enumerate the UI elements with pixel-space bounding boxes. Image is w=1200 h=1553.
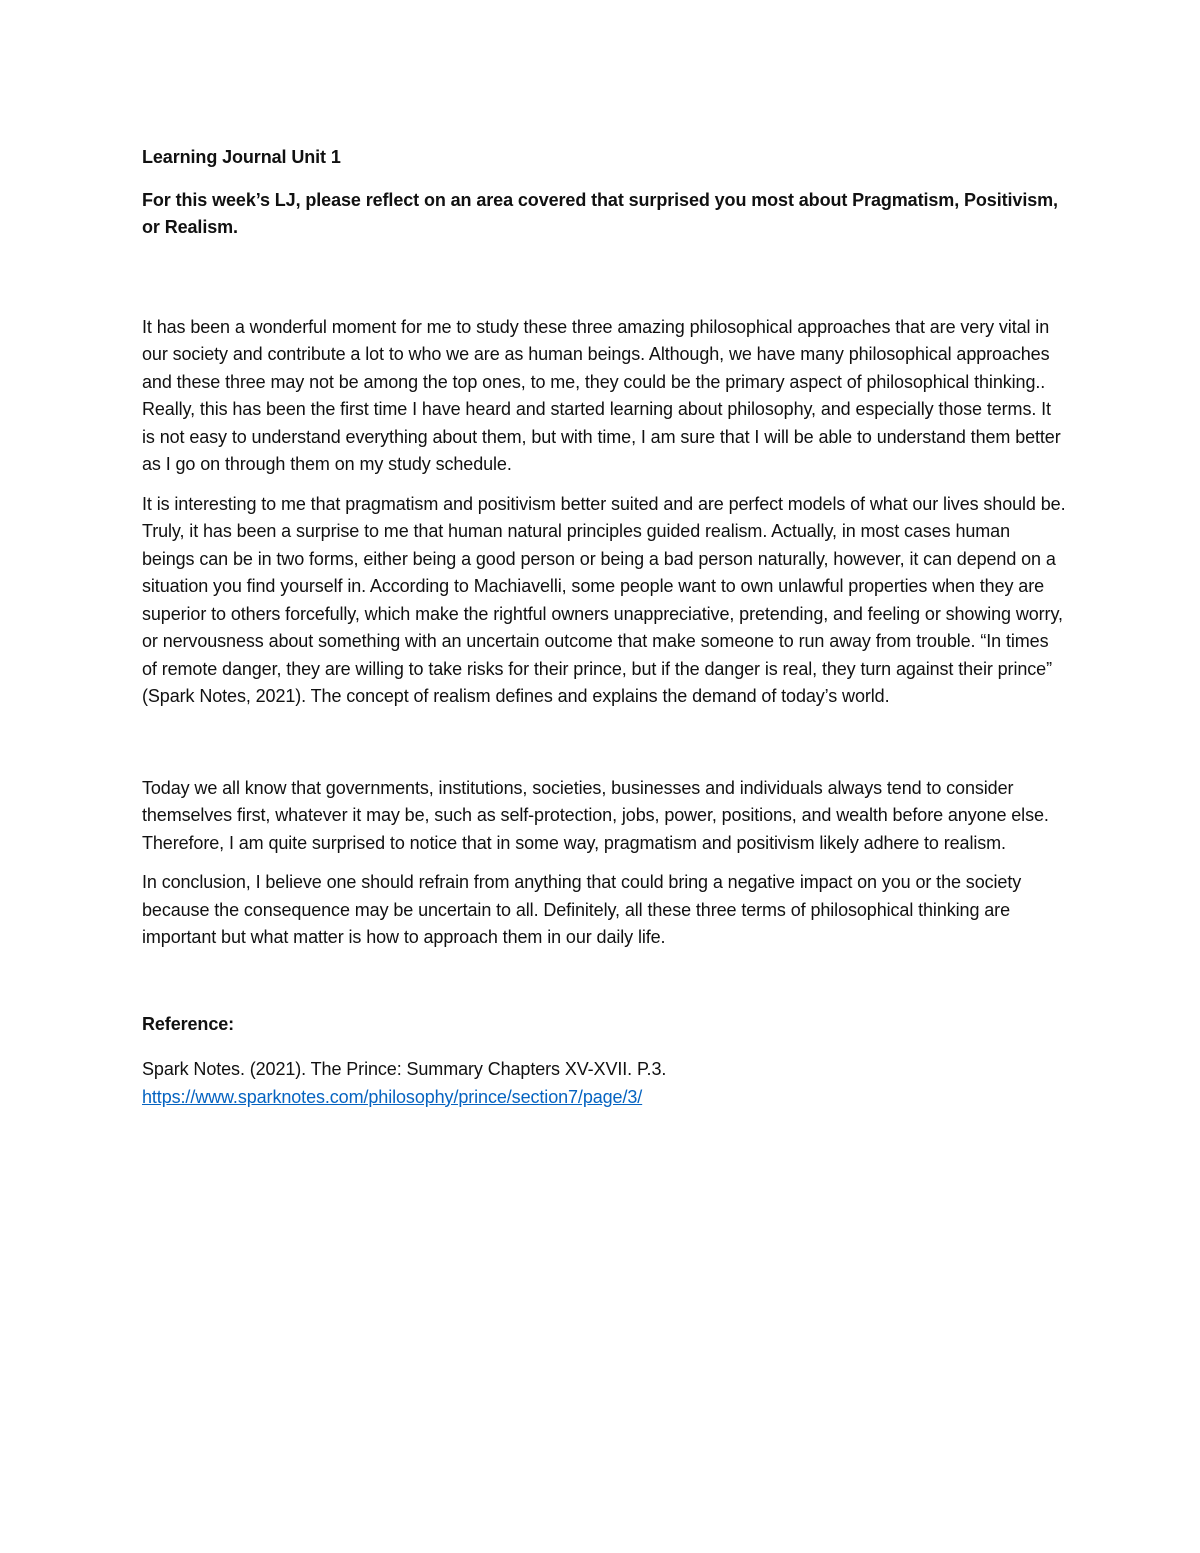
paragraph-self-interest: Today we all know that governments, institutions, societies, businesses and individuals always tend to consider themselves first, whatever it may be, such as self-protection, jobs, power, positions, and wealth before anyone else. Therefore, I am quite surprised to notice that in some way, pragmatism and positivism likely adhere to realism.	[142, 777, 1049, 853]
document-body	[142, 144, 1067, 1111]
journal-prompt: For this week’s LJ, please reflect on an area covered that surprised you most about Pragmatism, Positivism, or Realism.	[142, 189, 1058, 237]
paragraph-conclusion: In conclusion, I believe one should refrain from anything that could bring a negative impact on you or the society because the consequence may be uncertain to all. Definitely, all these three terms of philosophical thinking are important but what matter is how to approach them in our daily life.	[142, 872, 1022, 947]
paragraph-realism: It is interesting to me that pragmatism and positivism better suited and are perfect models of what our lives should be. Truly, it has been a surprise to me that human natural principles guided realism. Actually, in most cases human beings can be in two forms, either being a good person or being a bad person naturally, however, it can depend on a situation you find yourself in. According to Machiavelli, some people want to own unlawful properties when they are superior to others forcefully, which make the rightful owners unappreciative, pretending, and feeling or showing worry, or nervousness about something with an uncertain outcome that make someone to run away from trouble. “In times of remote danger, they are willing to take risks for their prince, but if the danger is real, they turn against their prince” (Spark Notes, 2021). The concept of realism defines and explains the demand of today’s world.	[142, 493, 1066, 706]
reference-citation: Spark Notes. (2021). The Prince: Summary Chapters XV-XVII. P.3.	[142, 1059, 667, 1079]
reference-link[interactable]: https://www.sparknotes.com/philosophy/prince/section7/page/3/	[142, 1086, 643, 1107]
paragraph-introduction: It has been a wonderful moment for me to study these three amazing philosophical approaches that are very vital in our society and contribute a lot to who we are as human beings. Although, we have many philosophical approaches and these three may not be among the top ones, to me, they could be the primary aspect of philosophical thinking.. Really, this has been the first time I have heard and started learning about philosophy, and especially those terms. It is not easy to understand everything about them, but with time, I am sure that I will be able to understand them better as I go on through them on my study schedule.	[142, 316, 1061, 474]
reference-heading: Reference:	[142, 1013, 235, 1034]
document-title: Learning Journal Unit 1	[142, 147, 341, 167]
reference-entry	[142, 1056, 1067, 1111]
